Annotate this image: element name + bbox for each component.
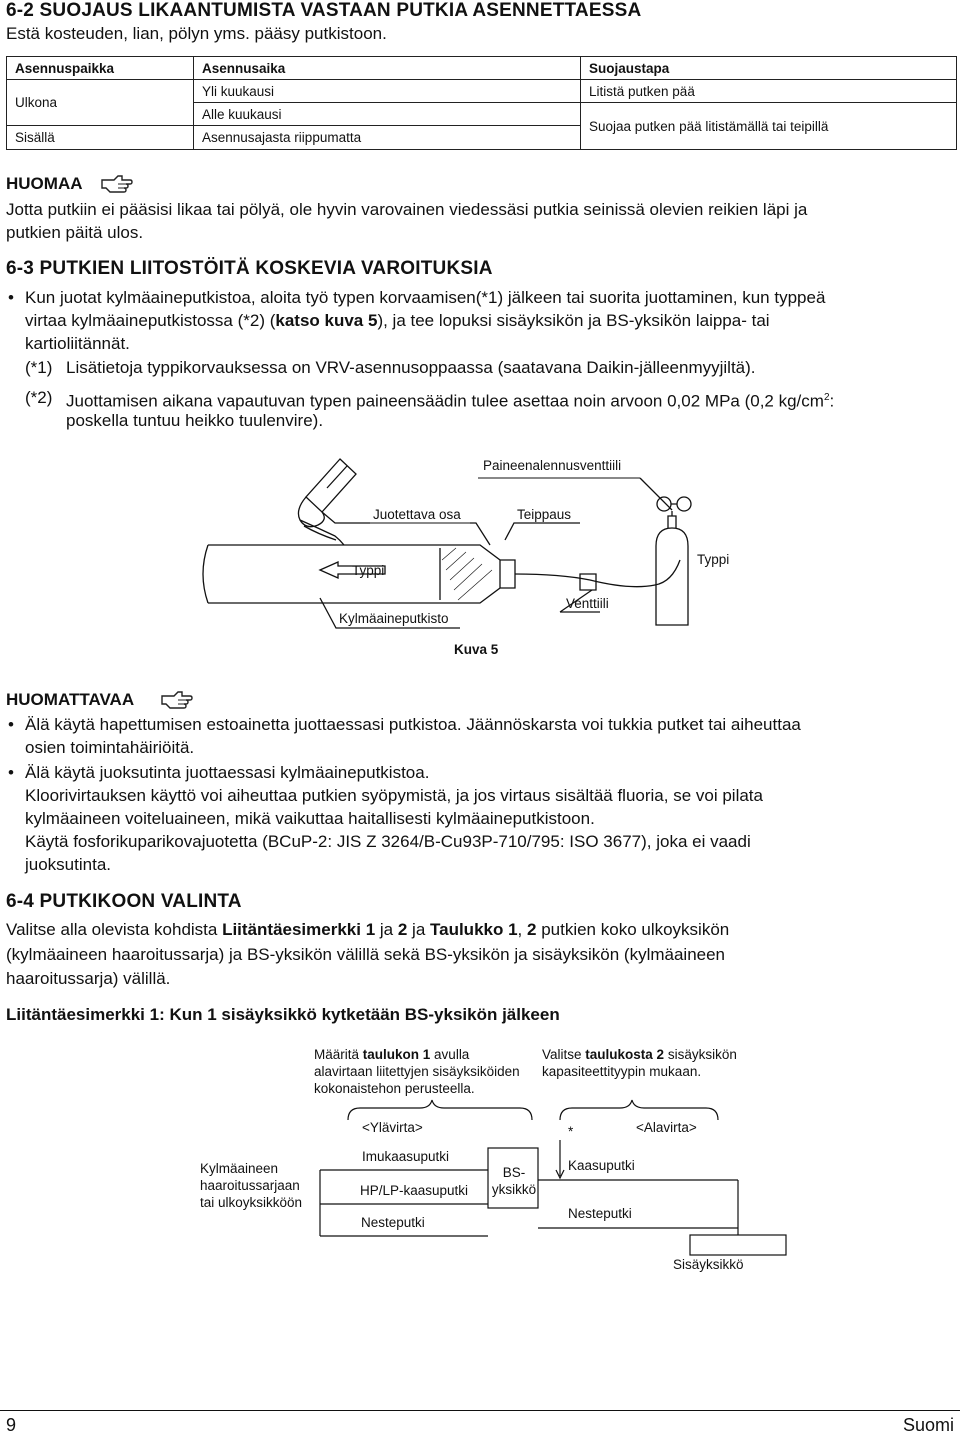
- section-6-4-line3: haaroitussarja) välillä.: [6, 969, 171, 988]
- list-item-line: Käytä fosforikuparikovajuotetta (BCuP-2: JIS Z 3264/B-Cu93P-710/795: ISO 3677), joka ei vaadi: [25, 832, 751, 851]
- label-kaasuputki: Kaasuputki: [568, 1158, 635, 1173]
- source-line1: Kylmäaineen: [200, 1161, 279, 1176]
- pointing-hand-icon: [100, 172, 134, 194]
- figure-caption: Kuva 5: [454, 642, 499, 657]
- label-nesteputki-left: Nesteputki: [361, 1215, 425, 1230]
- label-juotettava-osa: Juotettava osa: [373, 507, 461, 522]
- superscript: 2: [823, 392, 830, 403]
- bullet-icon: •: [8, 763, 14, 782]
- label-teippaus: Teippaus: [517, 507, 572, 522]
- label-nesteputki-right: Nesteputki: [568, 1206, 632, 1221]
- list-item-line: Kloorivirtauksen käyttö voi aiheuttaa putkien syöpymistä, ja jos virtaus sisältää fluoria, se voi pilata: [25, 786, 763, 805]
- list-item-line: kartioliitännät.: [25, 334, 130, 353]
- list-item-line: Älä käytä hapettumisen estoainetta juottaessasi putkistoa. Jäännöskarsta voi tukkia putket tai aiheuttaa: [25, 715, 801, 734]
- left-note-line3: kokonaistehon perusteella.: [314, 1081, 475, 1096]
- note-text-line1: Jotta putkiin ei pääsisi likaa tai pölyä, ole hyvin varovainen viedessäsi putkia seinissä olevien reikien läpi ja: [6, 200, 808, 219]
- reference-bold: Taulukko 1: [430, 920, 518, 939]
- bullet-icon: •: [8, 715, 14, 734]
- bs-unit-label: [489, 1164, 539, 1198]
- section-6-3-heading: 6-3 PUTKIEN LIITOSTÖITÄ KOSKEVIA VAROITUKSIA: [6, 258, 493, 279]
- text-span: ja: [375, 920, 398, 939]
- reference-bold: 2: [397, 920, 408, 939]
- label-venttiili: Venttiili: [566, 596, 609, 611]
- cell-suojaa: Suojaa putken pää litistämällä tai teipillä: [581, 103, 957, 150]
- text-span: ja: [407, 920, 430, 939]
- protection-table: [6, 56, 957, 150]
- reference-bold: 2: [527, 920, 537, 939]
- text-span: Juottamisen aikana vapautuvan typen paineensäädin tulee asettaa noin arvoon 0,02 MPa (0,2 kg/cm: [66, 391, 824, 411]
- label-asterisk: *: [568, 1124, 574, 1139]
- source-line2: haaroitussarjaan: [200, 1178, 300, 1193]
- footnote-1-label: (*1): [25, 358, 53, 377]
- section-6-4-line2: (kylmäaineen haaroitussarja) ja BS-yksikön välillä sekä BS-yksikön ja sisäyksikön (kylmäaineen: [6, 945, 726, 964]
- text-span: avulla: [430, 1047, 470, 1062]
- section-6-4-line1: [6, 918, 729, 941]
- cell-riippumatta: Asennusajasta riippumatta: [194, 126, 581, 150]
- text-span: Valitse alla olevista kohdista: [6, 920, 223, 939]
- text-span: Valitse: [542, 1047, 586, 1062]
- cell-yli-kuukausi: Yli kuukausi: [194, 80, 581, 103]
- left-note-line2: alavirtaan liitettyjen sisäyksiköiden: [314, 1064, 520, 1079]
- right-note-line1: [542, 1046, 737, 1063]
- list-item-line: [25, 309, 770, 332]
- table-header-time: Asennusaika: [194, 57, 581, 80]
- section-6-2-heading: 6-2 SUOJAUS LIKAANTUMISTA VASTAAN PUTKIA ASENNETTAESSA: [6, 0, 642, 21]
- list-item-line: Älä käytä juoksutinta juottaessasi kylmäaineputkistoa.: [25, 763, 430, 782]
- label-sisayksikko: Sisäyksikkö: [673, 1257, 744, 1272]
- bs-unit-line2: yksikkö: [491, 1182, 537, 1197]
- text-span: putkien koko ulkoyksikön: [536, 920, 730, 939]
- note-title: HUOMAA: [6, 174, 83, 193]
- section-6-2-intro: Estä kosteuden, lian, pölyn yms. pääsy putkistoon.: [6, 24, 387, 43]
- label-alavirta: <Alavirta>: [636, 1120, 697, 1135]
- bs-unit-line1: BS-: [502, 1165, 526, 1180]
- label-ylavirta: <Ylävirta>: [362, 1120, 423, 1135]
- text-span: ,: [517, 920, 527, 939]
- warning-title: HUOMATTAVAA: [6, 690, 135, 709]
- bullet-icon: •: [8, 288, 14, 307]
- label-typpi-tank: Typpi: [697, 552, 730, 567]
- note-text-line2: putkien päitä ulos.: [6, 223, 144, 242]
- text-span: ), ja tee lopuksi sisäyksikön ja BS-yksikön laippa- tai: [377, 311, 770, 330]
- list-item-line: osien toimintahäiriöitä.: [25, 738, 195, 757]
- label-source: [200, 1160, 302, 1211]
- reference-bold: taulukosta 2: [585, 1047, 665, 1062]
- table-header-method: Suojaustapa: [581, 57, 957, 80]
- source-line3: tai ulkoyksikköön: [200, 1195, 303, 1210]
- label-paineenalennusventtiili: Paineenalennusventtiili: [483, 458, 622, 473]
- list-item-line: juoksutinta.: [25, 855, 111, 874]
- list-item-line: kylmäaineen voiteluaineen, mikä vaikuttaa haitallisesti kylmäaineputkistoon.: [25, 809, 595, 828]
- text-span: sisäyksikön: [664, 1047, 737, 1062]
- footer-language: Suomi: [902, 1415, 954, 1435]
- table-header-location: Asennuspaikka: [7, 57, 194, 80]
- label-hplp-kaasuputki: HP/LP-kaasuputki: [360, 1183, 469, 1198]
- example-1-heading: Liitäntäesimerkki 1: Kun 1 sisäyksikkö kytketään BS-yksikön jälkeen: [6, 1005, 560, 1024]
- label-kylmaaineputkisto: Kylmäaineputkisto: [339, 611, 449, 626]
- right-note: [542, 1046, 737, 1080]
- label-imukaasuputki: Imukaasuputki: [362, 1149, 450, 1164]
- footnote-2-line2: poskella tuntuu heikko tuulenvire).: [66, 411, 324, 430]
- reference-bold: taulukon 1: [362, 1047, 431, 1062]
- footnote-2-label: (*2): [25, 388, 53, 407]
- left-note-line1: [314, 1046, 520, 1063]
- text-span: Määritä: [314, 1047, 363, 1062]
- reference-bold: Liitäntäesimerkki 1: [222, 920, 376, 939]
- page-number: 9: [6, 1415, 17, 1435]
- footnote-1-text: Lisätietoja typpikorvauksessa on VRV-asennusoppaassa (saatavana Daikin-jälleenmyyjiltä).: [66, 358, 756, 377]
- cell-sisalla: Sisällä: [7, 126, 194, 150]
- figure-reference: katso kuva 5: [275, 311, 378, 330]
- section-6-4-heading: 6-4 PUTKIKOON VALINTA: [6, 891, 242, 912]
- text-span: virtaa kylmäaineputkistossa (*2) (: [25, 311, 276, 330]
- left-note: [314, 1046, 520, 1097]
- right-note-line2: kapasiteettityypin mukaan.: [542, 1064, 702, 1079]
- cell-litista: Litistä putken pää: [581, 80, 957, 103]
- footer-rule: [0, 1410, 960, 1411]
- label-typpi-arrow: Typpi: [352, 563, 385, 578]
- text-span: :: [829, 391, 835, 411]
- connection-diagram: [0, 1095, 960, 1285]
- cell-alle-kuukausi: Alle kuukausi: [194, 103, 581, 126]
- pointing-hand-icon: [160, 688, 194, 710]
- cell-ulkona: Ulkona: [7, 80, 194, 126]
- list-item-line: Kun juotat kylmäaineputkistoa, aloita työ typen korvaamisen(*1) jälkeen tai suorita juottaminen, kun typpeä: [25, 288, 826, 307]
